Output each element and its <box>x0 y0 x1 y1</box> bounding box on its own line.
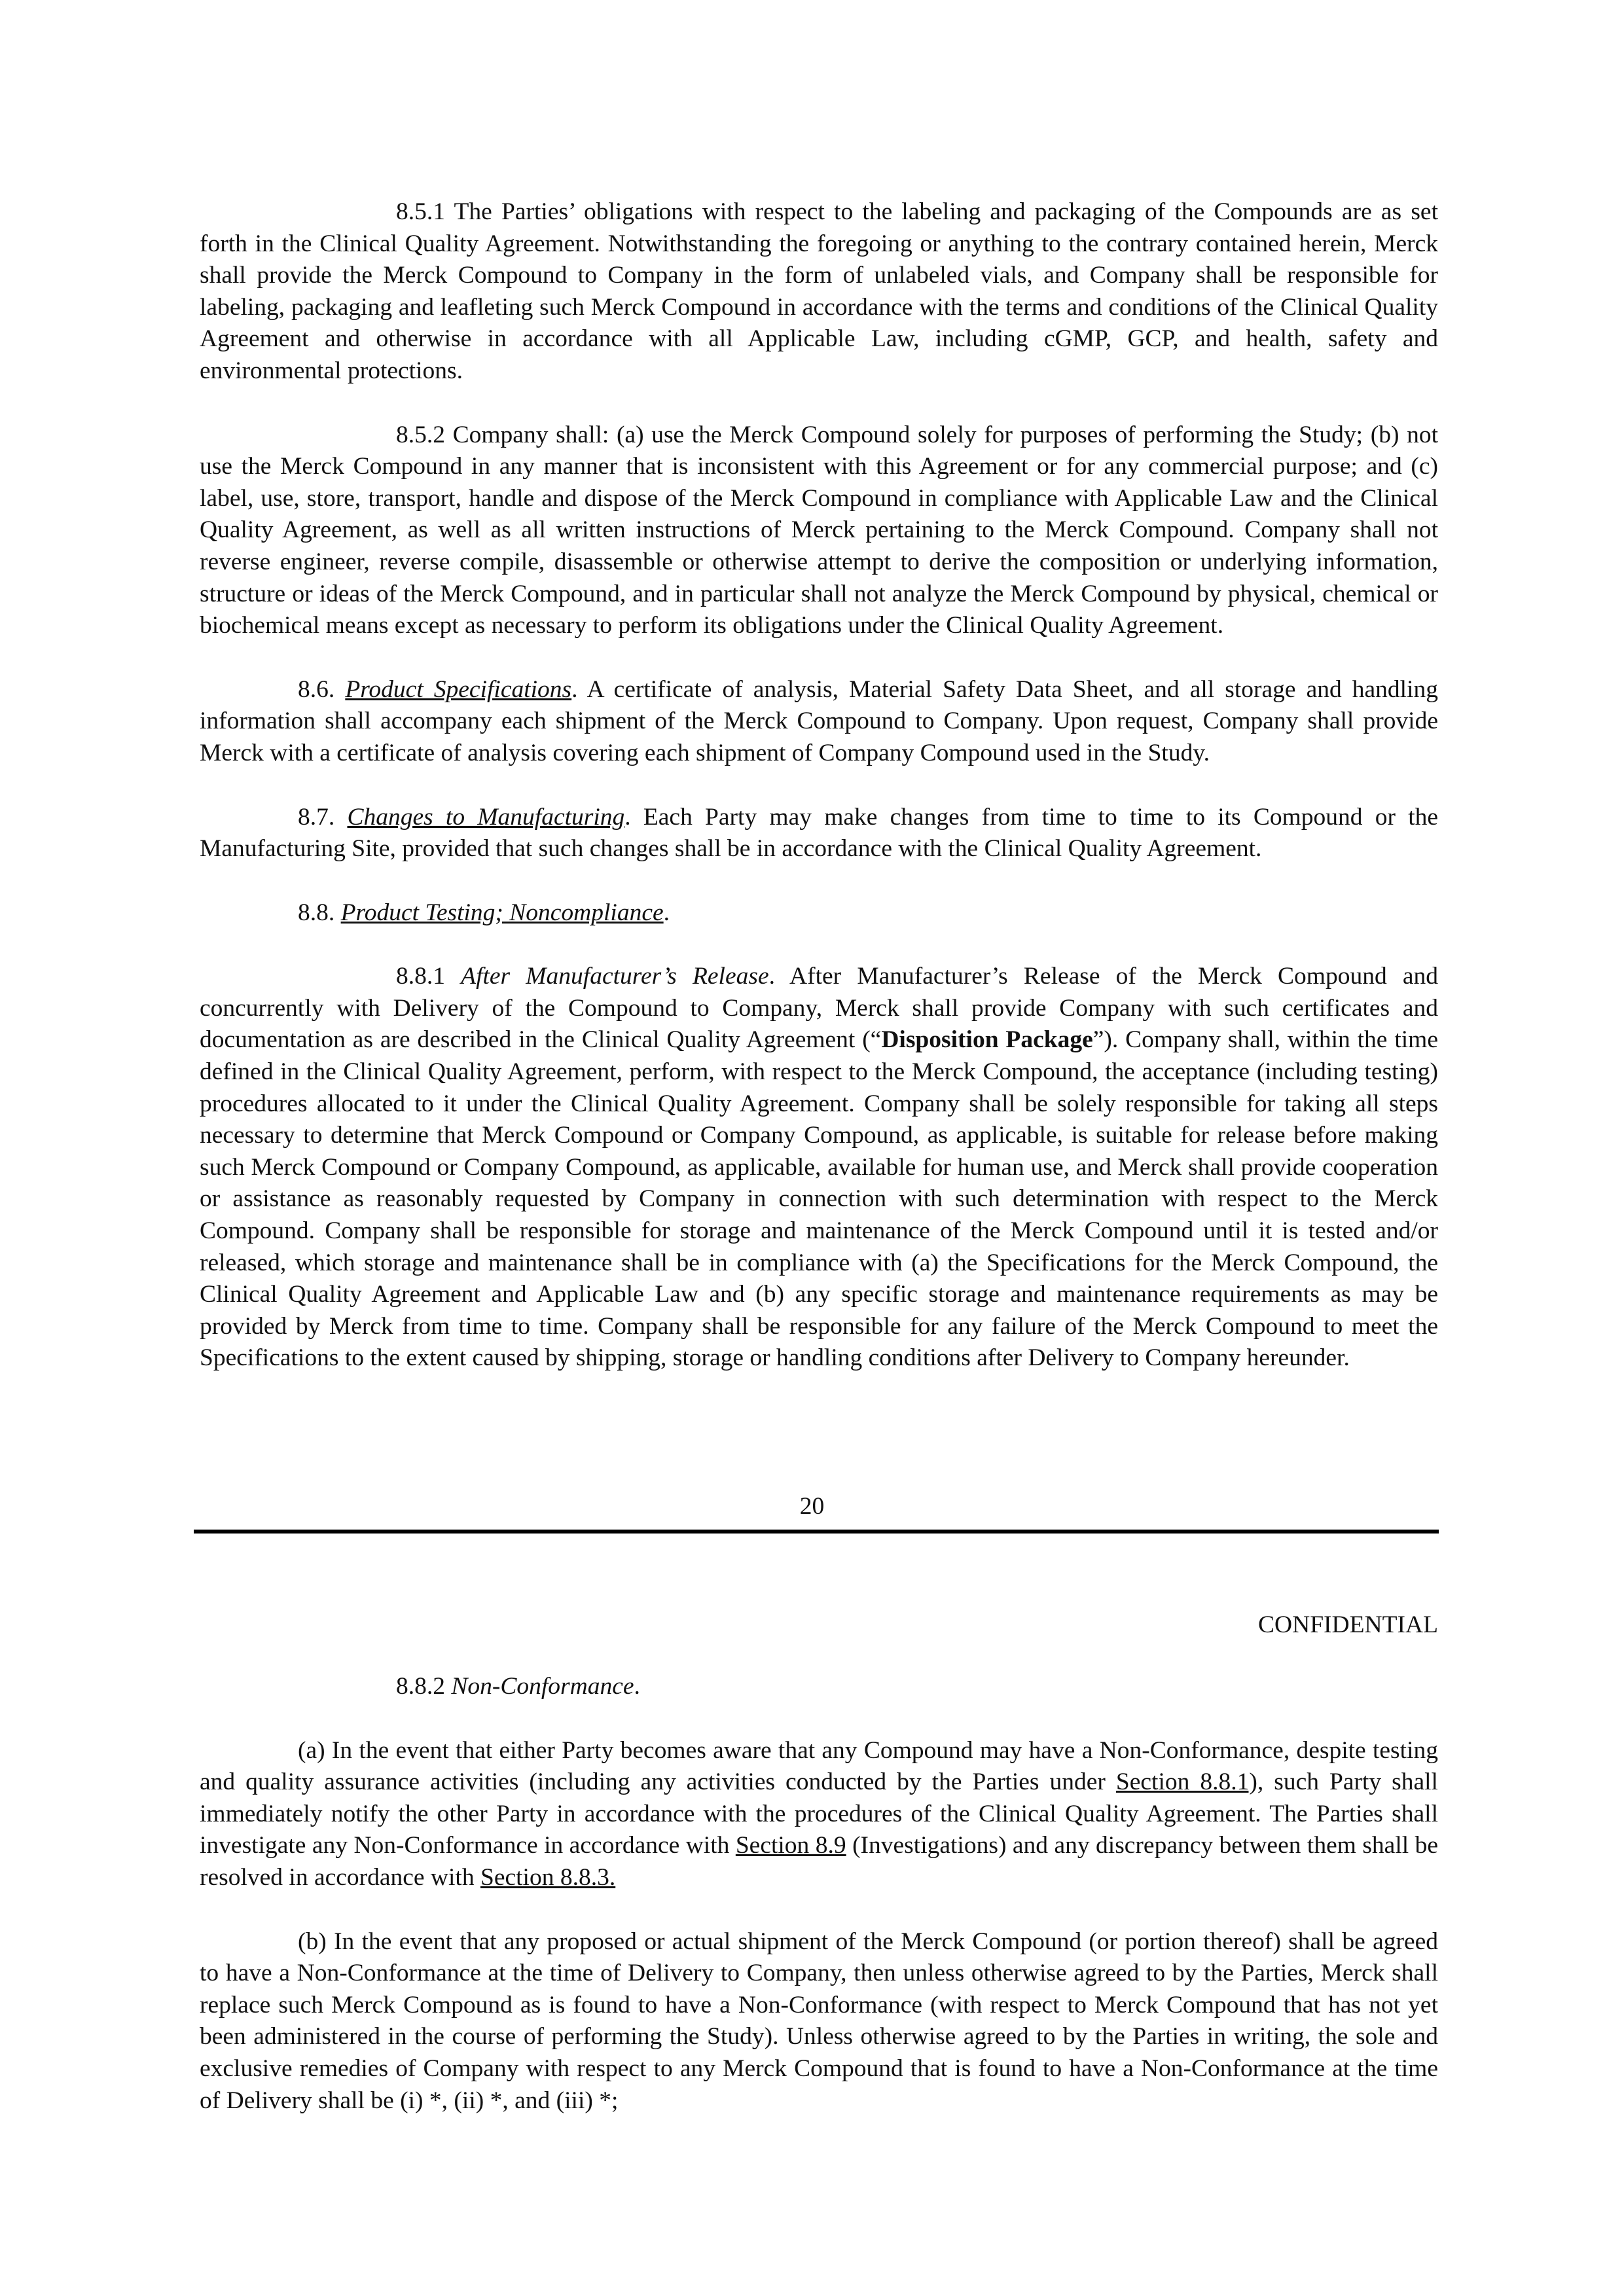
section-heading-product-testing: Product Testing; Noncompliance <box>340 899 664 926</box>
page-number: 20 <box>799 1493 825 1520</box>
section-body-part-a: . After Manufacturer’s Release of the Merck Compound and concurrently with Delivery of the Compound to Company, Merck shall provide Company with such certificates and documentation as are described in the Clinical Quality Agreement (“ <box>200 963 1439 1054</box>
section-heading-non-conformance: Non-Conformance <box>451 1673 634 1700</box>
paragraph-8-8-2-a <box>200 1735 1438 1894</box>
section-number: 8.7. <box>298 803 348 831</box>
section-heading-after-manufacturers-release: After Manufacturer’s Release <box>461 963 769 990</box>
section-8-8-2 <box>200 1671 1438 1703</box>
section-number: 8.8.1 <box>396 963 461 990</box>
section-tail: . <box>634 1673 640 1700</box>
paragraph-8-5-1: 8.5.1 The Parties’ obligations with respect to the labeling and packaging of the Compounds are as set forth in the Clinical Quality Agreement. Notwithstanding the foregoing or anything to the contrary contained herein, Merck shall provide the Merck Compound to Company in the form of unlabeled vials, and Company shall be responsible for labeling, packaging and leafleting such Merck Compound in accordance with the terms and conditions of the Clinical Quality Agreement and otherwise in accordance with all Applicable Law, including cGMP, GCP, and health, safety and environmental protections. <box>200 198 1438 384</box>
section-number: 8.8. <box>298 899 341 926</box>
confidential-header: CONFIDENTIAL <box>1258 1611 1438 1638</box>
page-separator-rule <box>194 1530 1439 1534</box>
page-2-body <box>200 1671 1438 2117</box>
cross-reference-section-8-8-1: Section 8.8.1), <box>1115 1768 1264 1796</box>
section-heading-changes-to-manufacturing: Changes to Manufacturing <box>347 803 625 831</box>
section-number: 8.8.2 <box>396 1673 452 1700</box>
section-heading-product-specifications: Product Specifications <box>345 675 572 703</box>
text-part: (a) In the event that either Party becomes aware that any Compound may have a Non-Conformance, despite testing and quality assurance activities (including any activities conducted by the Parties under <box>200 1736 1438 1796</box>
page-1-body <box>200 196 1438 1374</box>
section-8-6 <box>200 674 1438 770</box>
section-8-8 <box>200 897 1438 929</box>
section-body: . Each Party may make changes from time to time to its Compound or the Manufacturing Site, provided that such changes shall be in accordance with the Clinical Quality Agreement. <box>200 803 1439 863</box>
defined-term-disposition-package: Disposition Package <box>881 1026 1093 1054</box>
section-body: . A certificate of analysis, Material Safety Data Sheet, and all storage and handling information shall accompany each shipment of the Merck Compound to Company. Upon request, Company shall provide Merck with a certificate of analysis covering each shipment of Company Compound used in the Study. <box>200 675 1438 766</box>
cross-reference-section-8-8-3: Section 8.8.3. <box>480 1863 616 1891</box>
text-part: (Investigations) and any discrepancy between them shall be resolved in accordance with <box>200 1832 1438 1891</box>
cross-reference-section-8-9: Section 8.9 <box>735 1832 846 1859</box>
section-8-8-1 <box>200 961 1438 1374</box>
section-tail: . <box>663 899 670 926</box>
section-body-part-b: ”). Company shall, within the time defined in the Clinical Quality Agreement, perform, with respect to the Merck Compound, the acceptance (including testing) procedures allocated to it under the Clinical Quality Agreement. Company shall be solely responsible for taking all steps necessary to determine that Merck Compound or Company Compound, as applicable, is suitable for release before making such Merck Compound or Company Compound, as applicable, available for human use, and Merck shall provide cooperation or assistance as reasonably requested by Company in connection with such determination with respect to the Merck Compound. Company shall be responsible for storage and maintenance of the Merck Compound until it is tested and/or released, which storage and maintenance shall be in compliance with (a) the Specifications for the Merck Compound, the Clinical Quality Agreement and Applicable Law and (b) any specific storage and maintenance requirements as may be provided by Merck from time to time. Company shall be responsible for any failure of the Merck Compound to meet the Specifications to the extent caused by shipping, storage or handling conditions after Delivery to Company hereunder. <box>200 1026 1438 1372</box>
section-number: 8.6. <box>298 675 346 703</box>
paragraph-8-5-2: 8.5.2 Company shall: (a) use the Merck Compound solely for purposes of performing the Study; (b) not use the Merck Compound in any manner that is inconsistent with this Agreement or for any commercial purpose; and (c) label, use, store, transport, handle and dispose of the Merck Compound in compliance with Applicable Law and the Clinical Quality Agreement, as well as all written instructions of Merck pertaining to the Merck Compound. Company shall not reverse engineer, reverse compile, disassemble or otherwise attempt to derive the composition or underlying information, structure or ideas of the Merck Compound, and in particular shall not analyze the Merck Compound by physical, chemical or biochemical means except as necessary to perform its obligations under the Clinical Quality Agreement. <box>200 421 1438 639</box>
section-8-7 <box>200 802 1438 865</box>
text-part: such Party shall immediately notify the other Party in accordance with the procedures of the Clinical Quality Agreement. The Parties shall investigate any Non-Conformance in accordance with <box>200 1768 1438 1859</box>
paragraph-8-8-2-b: (b) In the event that any proposed or actual shipment of the Merck Compound (or portion thereof) shall be agreed to have a Non-Conformance at the time of Delivery to Company, then unless otherwise agreed to by the Parties, Merck shall replace such Merck Compound as is found to have a Non-Conformance (with respect to Merck Compound that has not yet been administered in the course of performing the Study). Unless otherwise agreed to by the Parties in writing, the sole and exclusive remedies of Company with respect to any Merck Compound that is found to have a Non-Conformance at the time of Delivery shall be (i) *, (ii) *, and (iii) *; <box>200 1928 1438 2114</box>
